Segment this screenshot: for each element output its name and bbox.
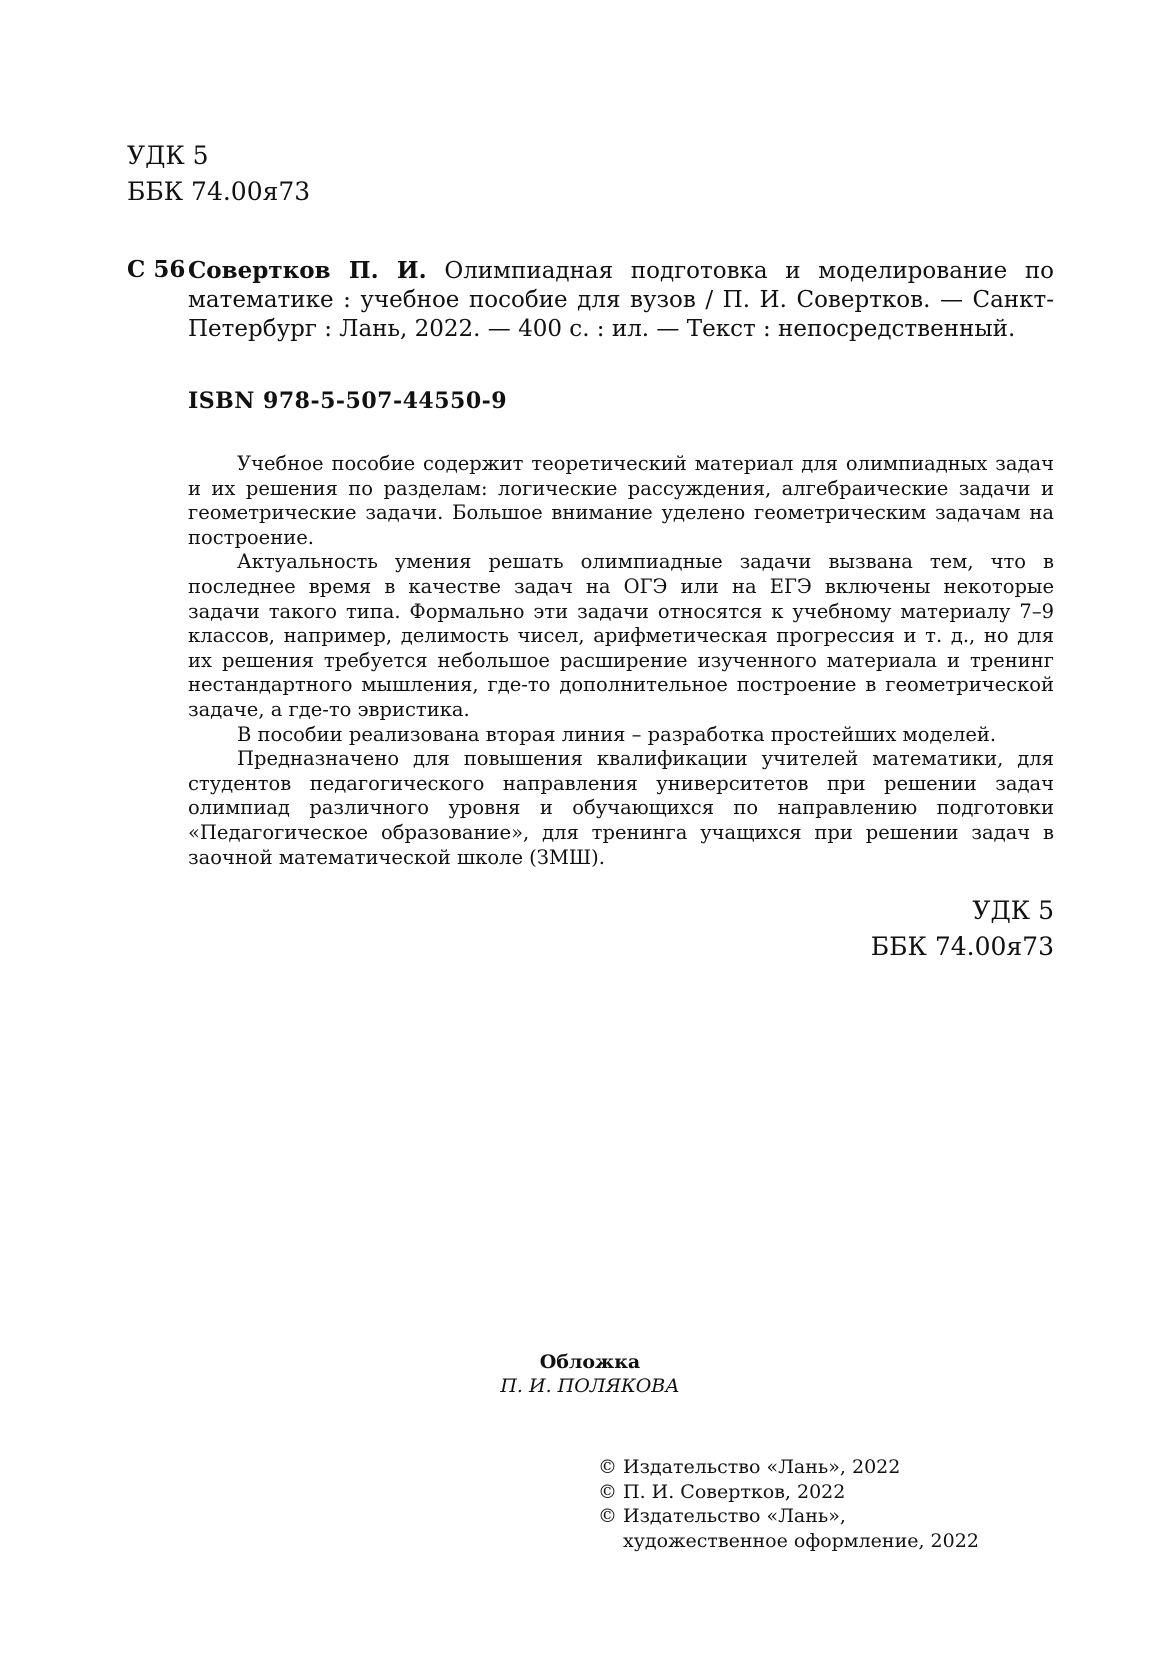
udk-code: УДК 5 xyxy=(972,896,1054,925)
copyright-block xyxy=(598,1455,979,1553)
abstract-paragraph: Предназначено для повышения квалификации учителей математики, для студентов педагогического направления университетов при решении задач олимпиад различного уровня и обучающихся по направлению подготовки «Педагогическое образование», для тренинга учащихся при решении задач в заочной математической школе (ЗМШ). xyxy=(188,747,1054,869)
copyright-icon: © xyxy=(598,1480,617,1503)
copyright-line xyxy=(598,1455,979,1480)
cover-designer: П. И. ПОЛЯКОВА xyxy=(500,1375,680,1397)
copyright-icon: © xyxy=(598,1505,617,1527)
catalog-description: Олимпиадная подготовка и моделирование по математике : учебное пособие для вузов / П. И. Совертков. — Санкт-Петербург : Лань, 2022. — 400 с. : ил. — Текст : непосредственный. xyxy=(188,258,1055,342)
bbk-code: ББК 74.00я73 xyxy=(127,177,311,206)
classification-bottom xyxy=(871,893,1054,965)
abstract xyxy=(188,452,1054,870)
catalog-author: Совертков П. И. xyxy=(188,257,427,284)
copyright-line xyxy=(598,1504,979,1529)
cover-credit xyxy=(440,1350,740,1398)
udk-code: УДК 5 xyxy=(127,141,209,170)
abstract-paragraph: Учебное пособие содержит теоретический материал для олимпиадных задач и их решения по разделам: логические рассуждения, алгебраические задачи и геометрические задачи. Большое внимание уделено геометрическим задачам на построение. xyxy=(188,452,1054,549)
copyright-text: Издательство «Лань», 2022 xyxy=(623,1456,901,1478)
copyright-text: Издательство «Лань», xyxy=(623,1505,846,1527)
copyright-line xyxy=(598,1480,979,1505)
bbk-code: ББК 74.00я73 xyxy=(870,932,1054,961)
abstract-paragraph: Актуальность умения решать олимпиадные задачи вызвана тем, что в последнее время в качестве задач на ОГЭ или на ЕГЭ включены некоторые задачи такого типа. Формально эти задачи относятся к учебному материалу 7–9 классов, например, делимость чисел, арифметическая прогрессия и т. д., но для их решения требуется небольшое расширение изученного материала и тренинг нестандартного мышления, где-то дополнительное построение в геометрической задаче, а где-то эвристика. xyxy=(188,550,1054,721)
abstract-paragraph: В пособии реализована вторая линия – разработка простейших моделей. xyxy=(237,722,997,746)
classification-top xyxy=(127,138,310,210)
catalog-entry xyxy=(188,256,1054,344)
catalog-code: С 56 xyxy=(127,256,186,283)
copyright-icon: © xyxy=(598,1456,617,1478)
copyright-text: П. И. Совертков, 2022 xyxy=(623,1480,846,1503)
cover-label: Обложка xyxy=(539,1351,641,1373)
isbn: ISBN 978-5-507-44550-9 xyxy=(188,388,508,414)
copyright-continuation: художественное оформление, 2022 xyxy=(623,1529,979,1552)
